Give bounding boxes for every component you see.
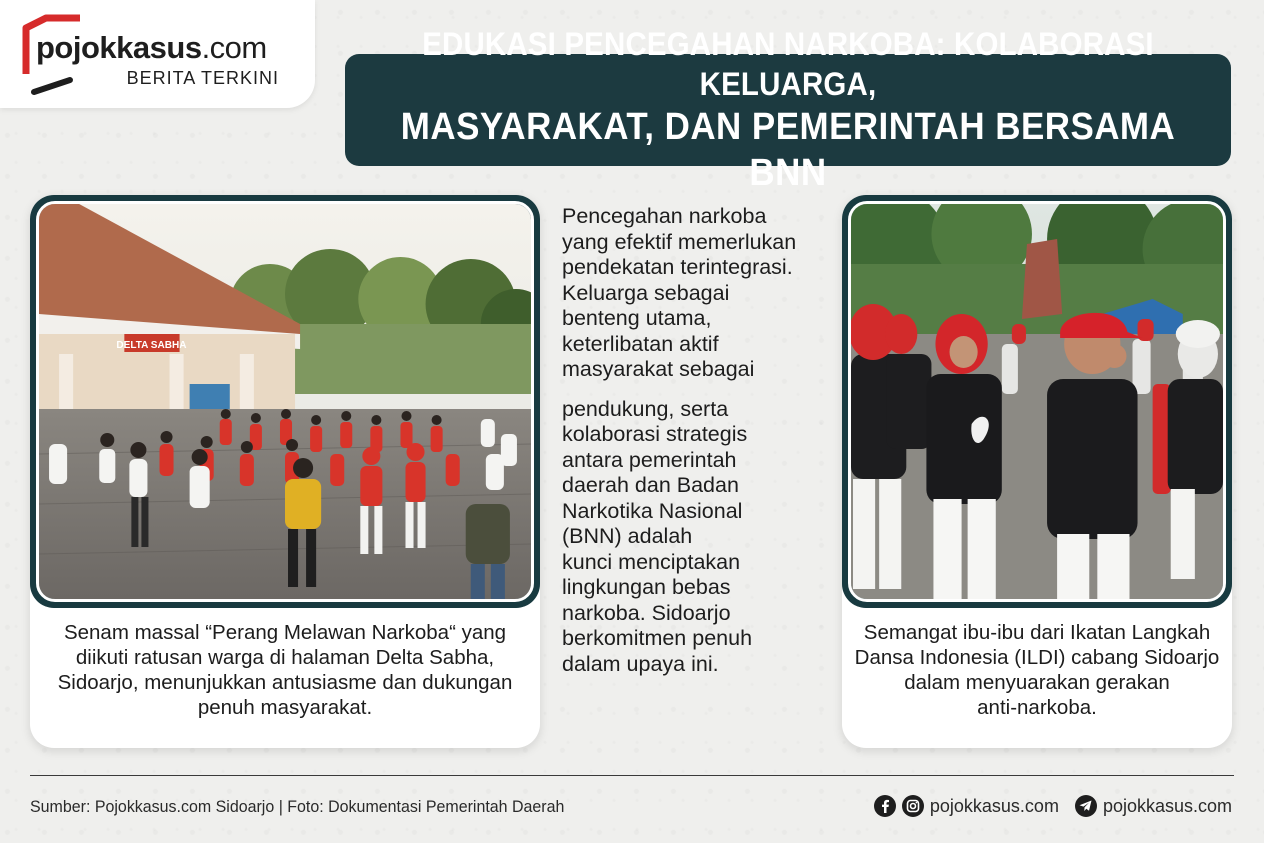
telegram-icon[interactable] bbox=[1075, 795, 1097, 817]
headline-line-1: EDUKASI PENCEGAHAN NARKOBA: KOLABORASI KELUARGA, bbox=[422, 26, 1154, 102]
footer-socials bbox=[874, 795, 1232, 817]
left-photo-caption: Senam massal “Perang Melawan Narkoba“ yang diikuti ratusan warga di halaman Delta Sabha, Sidoarjo, menunjukkan antusiasme dan dukungan penuh masyarakat. bbox=[57, 621, 513, 719]
article-paragraph-2: pendukung, serta kolaborasi strategis antara pemerintah daerah dan Badan Narkotika Nasional (BNN) adalah kunci menciptakan lingkungan bebas narkoba. Sidoarjo berkomitmen penuh dalam upaya ini. bbox=[562, 396, 753, 676]
headline-line-2: MASYARAKAT, DAN PEMERINTAH BERSAMA BNN bbox=[400, 106, 1176, 194]
footer-divider bbox=[30, 775, 1234, 776]
article-body bbox=[562, 204, 832, 677]
instagram-icon[interactable] bbox=[902, 795, 924, 817]
footer-source: Sumber: Pojokkasus.com Sidoarjo | Foto: Dokumentasi Pemerintah Daerah bbox=[30, 797, 565, 816]
right-photo-caption: Semangat ibu-ibu dari Ikatan Langkah Dansa Indonesia (ILDI) cabang Sidoarjo dalam menyuarakan gerakan anti-narkoba. bbox=[854, 621, 1220, 719]
headline-banner bbox=[345, 26, 1231, 194]
brand-logo-card bbox=[0, 0, 315, 108]
social-handle-telegram[interactable]: pojokkasus.com bbox=[1102, 795, 1232, 816]
left-photo-frame bbox=[30, 195, 540, 608]
left-photo-card bbox=[30, 195, 540, 748]
brand-name: pojokkasus.com bbox=[36, 30, 267, 65]
ildi-women-photo bbox=[851, 204, 1223, 599]
left-photo bbox=[36, 201, 534, 602]
right-photo bbox=[848, 201, 1226, 602]
right-photo-card bbox=[842, 195, 1232, 748]
article-paragraph-1: Pencegahan narkoba yang efektif memerlukan pendekatan terintegrasi. Keluarga sebagai benteng utama, keterlibatan aktif masyarakat sebagai bbox=[562, 204, 797, 381]
building-sign: DELTA SABHA bbox=[116, 340, 187, 351]
social-handle-facebook-instagram[interactable]: pojokkasus.com bbox=[929, 795, 1059, 816]
mass-exercise-photo bbox=[39, 204, 531, 599]
brand-tagline: BERITA TERKINI bbox=[126, 68, 279, 88]
right-photo-frame bbox=[842, 195, 1232, 608]
facebook-icon[interactable] bbox=[874, 795, 896, 817]
